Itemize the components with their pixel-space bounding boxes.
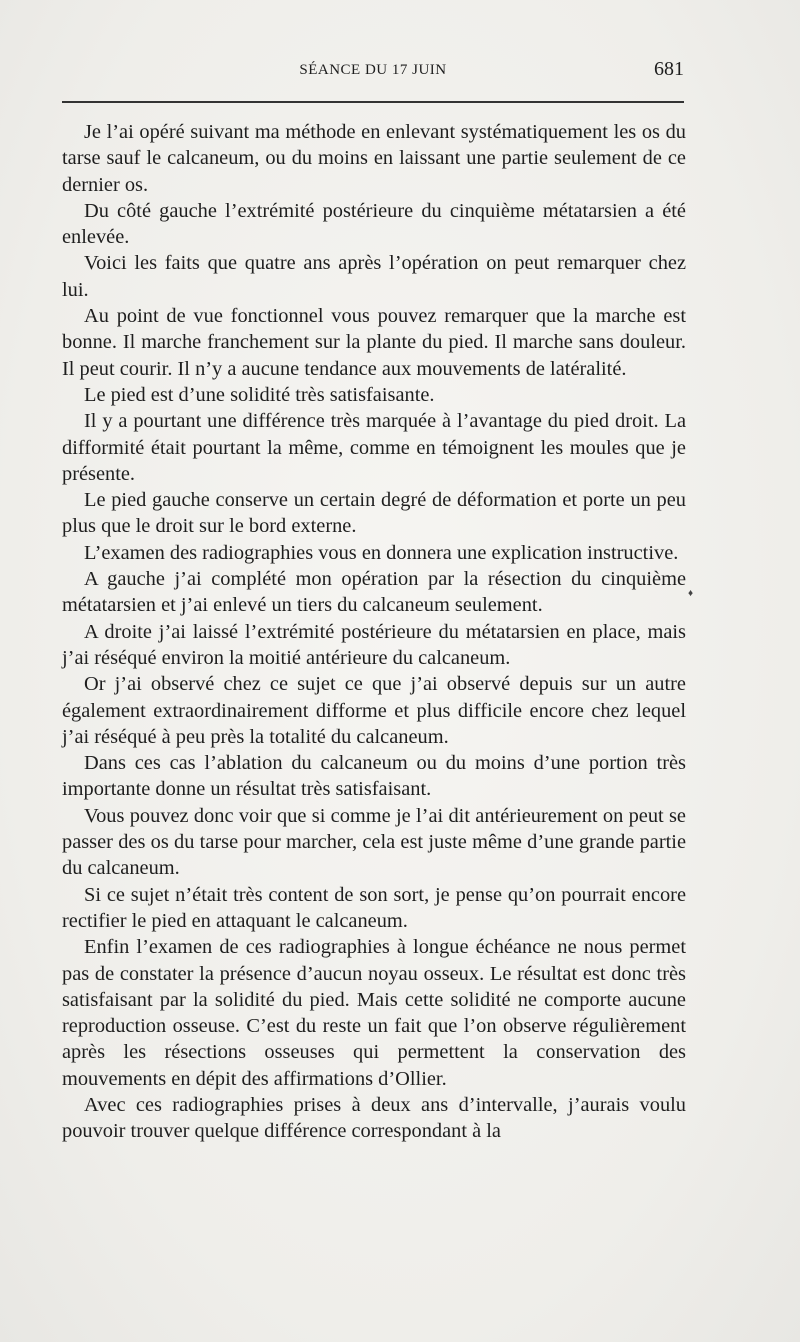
- paragraph: Avec ces radiographies prises à deux ans d’intervalle, j’aurais voulu pouvoir trouver quelque différence correspondant à la: [62, 1093, 686, 1143]
- paragraph: Je l’ai opéré suivant ma méthode en enlevant systématiquement les os du tarse sauf le calcaneum, ou du moins en laissant une partie seulement de ce dernier os.: [62, 121, 686, 196]
- paragraph: A droite j’ai laissé l’extrémité postérieure du métatarsien en place, mais j’ai réséqué environ la moitié antérieure du calcaneum.: [62, 620, 686, 669]
- body-text: [62, 119, 686, 1145]
- header-rule: [62, 101, 684, 103]
- paragraph: Dans ces cas l’ablation du calcaneum ou du moins d’une portion très importante donne un résultat très satisfaisant.: [62, 752, 686, 801]
- paragraph: Or j’ai observé chez ce sujet ce que j’ai observé depuis sur un autre également extraordinairement difforme et plus difficile encore chez lequel j’ai réséqué à peu près la totalité du calcaneum.: [62, 673, 686, 748]
- paragraph: Le pied gauche conserve un certain degré de déformation et porte un peu plus que le droit sur le bord externe.: [62, 489, 686, 538]
- paragraph: A gauche j’ai complété mon opération par la résection du cinquième métatarsien et j’ai enlevé un tiers du calcaneum seulement.: [62, 568, 686, 617]
- page-number: 681: [654, 58, 684, 80]
- paragraph: Vous pouvez donc voir que si comme je l’ai dit antérieurement on peut se passer des os du tarse pour marcher, cela est juste même d’une grande partie du calcaneum.: [62, 804, 686, 880]
- paragraph: Voici les faits que quatre ans après l’opération on peut remarquer chez lui.: [62, 252, 686, 301]
- margin-mark-icon: ♦: [688, 588, 694, 599]
- paragraph: Il y a pourtant une différence très marquée à l’avantage du pied droit. La difformité était pourtant la même, comme en témoignent les moules que je présente.: [62, 410, 686, 485]
- paragraph: Si ce sujet n’était très content de son sort, je pense qu’on pourrait encore rectifier le pied en attaquant le calcaneum.: [62, 883, 686, 932]
- paragraph: Enfin l’examen de ces radiographies à longue échéance ne nous permet pas de constater la présence d’aucun noyau osseux. Le résultat est donc très satisfaisant par la solidité du pied. Mais cette solidité ne comporte aucune reproduction osseuse. C’est du reste un fait que l’on observe régulièrement après les résections osseuses qui permettent la conservation des mouvements en dépit des affirmations d’Ollier.: [62, 936, 686, 1090]
- page-header: [62, 58, 684, 88]
- paragraph: Du côté gauche l’extrémité postérieure du cinquième métatarsien a été enlevée.: [62, 199, 686, 249]
- running-head: SÉANCE DU 17 JUIN: [299, 62, 447, 78]
- paragraph: Au point de vue fonctionnel vous pouvez remarquer que la marche est bonne. Il marche franchement sur la plante du pied. Il marche sans douleur. Il peut courir. Il n’y a aucune tendance aux mouvements de latéralité.: [62, 305, 686, 380]
- paragraph: Le pied est d’une solidité très satisfaisante.: [84, 383, 435, 406]
- paragraph: L’examen des radiographies vous en donnera une explication instructive.: [84, 541, 679, 564]
